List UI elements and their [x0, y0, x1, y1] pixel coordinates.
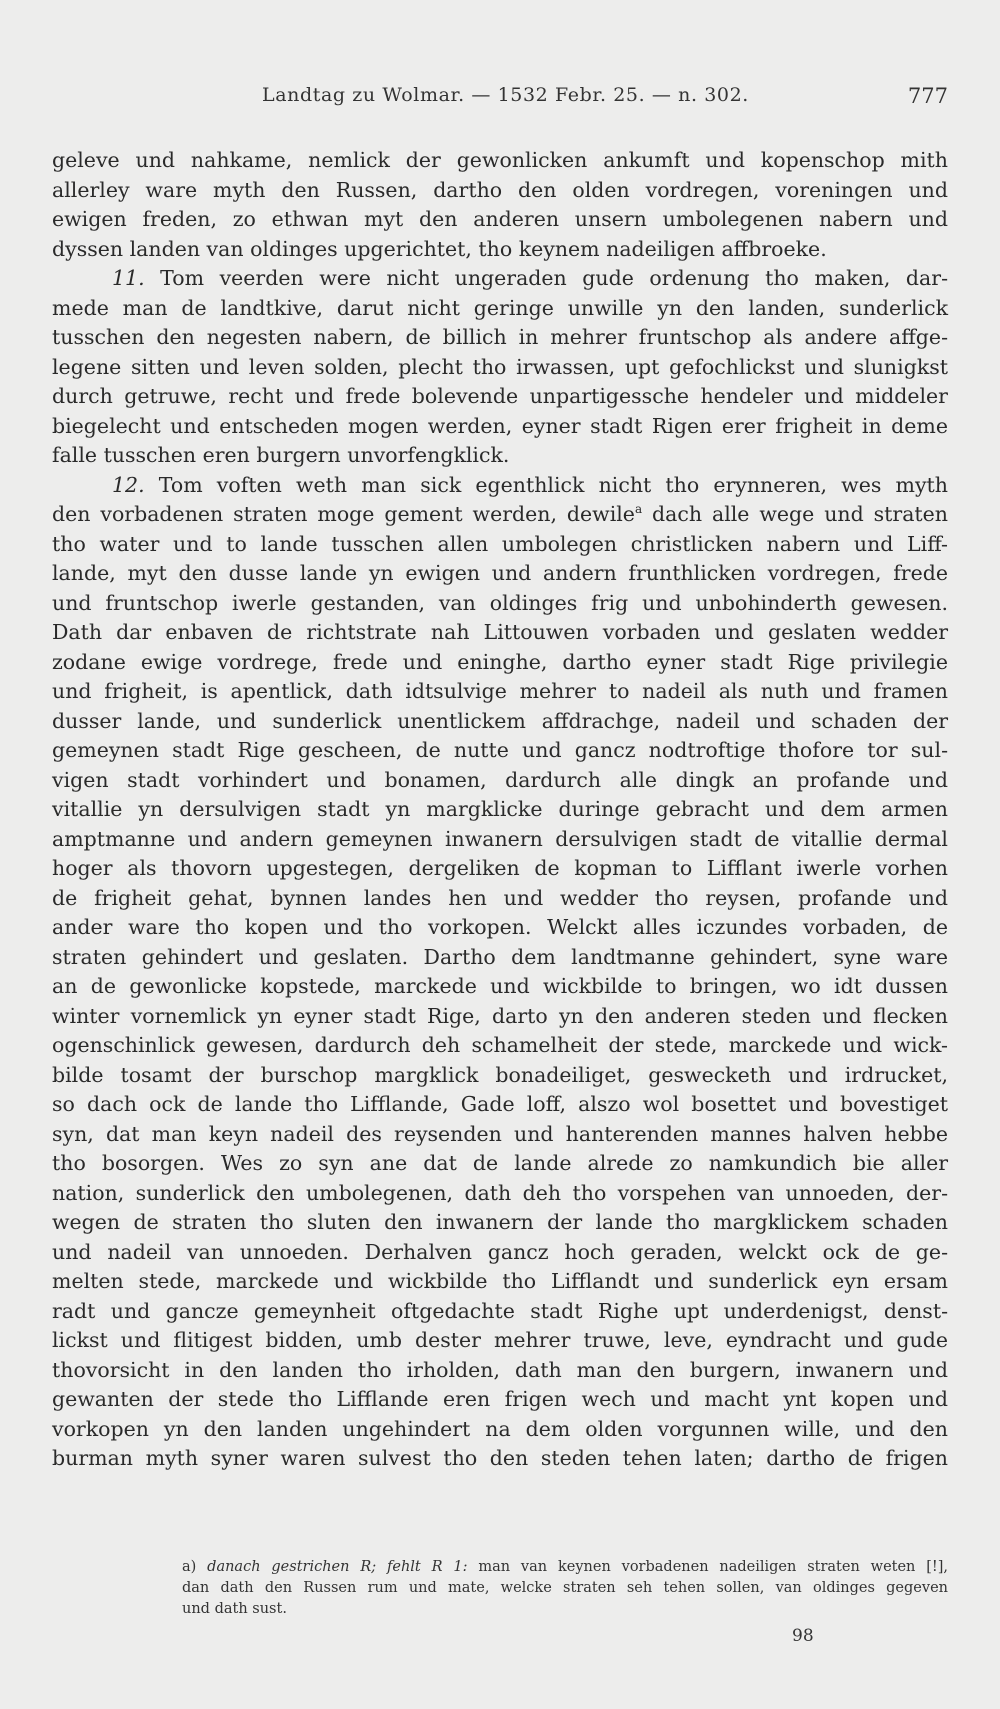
text-line: vigen stadt vorhindert und bonamen, dardurch alle dingk an profande und [52, 767, 948, 792]
text-line: vorkopen yn den landen ungehindert na dem olden vorgunnen wille, und den [52, 1416, 948, 1441]
text-line: falle tusschen eren burgern unvorfengklick. [52, 443, 510, 467]
text-line: und nadeil van unnoeden. Derhalven gancz hoch geraden, welckt ock de ge- [52, 1239, 948, 1264]
text-line: melten stede, marckede und wickbilde tho Lifflandt und sunderlick eyn ersam [52, 1269, 948, 1293]
text-fragment: Tom voften weth man sick egenthlick nicht tho erynneren, wes myth [158, 472, 948, 497]
text-line: zodane ewige vordrege, frede und eninghe, dartho eyner stadt Rige privilegie [52, 649, 948, 674]
text-line: ander ware tho kopen und tho vorkopen. Welckt alles iczundes vorbaden, de [52, 915, 948, 939]
text-line: lickst und flitigest bidden, umb dester mehrer truwe, leve, eyndracht und gude [52, 1328, 948, 1352]
paragraph-number: 12. [112, 472, 145, 497]
main-text [52, 146, 948, 1474]
text-line: gewanten der stede tho Lifflande eren frigen wech und macht ynt kopen und [52, 1387, 948, 1411]
text-line: straten gehindert und geslaten. Dartho dem landtmanne gehindert, syne ware [52, 944, 948, 969]
footnote-marker: a [634, 502, 643, 517]
text-fragment: Tom veerden were nicht ungeraden gude ordenung tho maken, dar- [160, 266, 948, 290]
text-line: mede man de landtkive, darut nicht geringe unwille yn den landen, sunderlick [52, 295, 948, 320]
text-line: bilde tosamt der burschop margklick bonadeiliget, geswecketh und irdrucket, [52, 1062, 948, 1087]
footnote-line [182, 1557, 948, 1578]
text-line: winter vornemlick yn eyner stadt Rige, darto yn den anderen steden und flecken [52, 1003, 948, 1028]
text-line: syn, dat man keyn nadeil des reysenden und hanterenden mannes halven hebbe [52, 1121, 948, 1146]
text-line: allerley ware myth den Russen, dartho den olden vordregen, voreningen und [52, 177, 948, 202]
footnote-line: und dath sust. [182, 1601, 287, 1617]
text-line: lande, myt den dusse lande yn ewigen und andern frunthlicken vordregen, frede [52, 561, 948, 585]
text-line: ewigen freden, zo ethwan myt den anderen unsern umbolegenen nabern und [52, 207, 948, 231]
footnote-label: a) [182, 1559, 197, 1575]
text-line: Dath dar enbaven de richtstrate nah Littouwen vorbaden und geslaten wedder [52, 620, 948, 644]
text-line: und fruntschop iwerle gestanden, van oldinges frig und unbohinderth gewesen. [52, 590, 948, 615]
text-line: wegen de straten tho sluten den inwanern der lande tho margklickem schaden [52, 1210, 948, 1234]
text-line: burman myth syner waren sulvest tho den steden tehen laten; dartho de frigen [52, 1446, 948, 1470]
text-line: vitallie yn dersulvigen stadt yn margklicke duringe gebracht und dem armen [52, 797, 948, 821]
text-fragment: dach alle wege und straten [652, 502, 948, 526]
text-line: geleve und nahkame, nemlick der gewonlicken ankumft und kopenschop mith [52, 148, 948, 172]
text-line: so dach ock de lande tho Lifflande, Gade loff, alszo wol bosettet und bovestiget [52, 1092, 948, 1116]
text-line: tusschen den negesten nabern, de billich in mehrer fruntschop als andere affge- [52, 325, 948, 349]
text-line: ogenschinlick gewesen, dardurch deh schamelheit der stede, marckede und wick- [52, 1033, 948, 1057]
text-line: tho bosorgen. Wes zo syn ane dat de lande alrede zo namkundich bie aller [52, 1151, 948, 1175]
running-head: Landtag zu Wolmar. — 1532 Febr. 25. — n. 302. [262, 84, 749, 106]
footnote-text: man van keynen vorbadenen nadeiligen straten weten [!], [478, 1559, 949, 1575]
paragraph-11-first-line [52, 264, 948, 294]
text-fragment: den vorbadenen straten moge gement werden, dewile [52, 502, 635, 526]
text-line: dusser lande, und sunderlick unentlickem affdrachge, nadeil und schaden der [52, 708, 948, 733]
paragraph-12-first-line [52, 471, 948, 501]
footnote-line: dan dath den Russen rum und mate, welcke straten seh tehen sollen, van oldinges gegeven [182, 1580, 948, 1596]
text-line: legene sitten und leven solden, plecht tho irwassen, upt gefochlickst und slunigkst [52, 354, 948, 379]
text-line: gemeynen stadt Rige gescheen, de nutte und gancz nodtroftige thofore tor sul- [52, 738, 948, 762]
text-line: biegelecht und entscheden mogen werden, eyner stadt Rigen erer frigheit in deme [52, 413, 948, 438]
page-number: 777 [907, 84, 948, 108]
page-header [52, 84, 948, 114]
text-line: dyssen landen van oldinges upgerichtet, tho keynem nadeiligen affbroeke. [52, 236, 827, 261]
text-line: amptmanne und andern gemeynen inwanern dersulvigen stadt de vitallie dermal [52, 826, 948, 851]
text-line: an de gewonlicke kopstede, marckede und wickbilde to bringen, wo idt dussen [52, 974, 948, 998]
text-line: hoger als thovorn upgestegen, dergeliken de kopman to Lifflant iwerle vorhen [52, 856, 948, 880]
paragraph-number: 11. [112, 266, 145, 290]
text-line: tho water und to lande tusschen allen umbolegen christlicken nabern und Liff- [52, 531, 948, 556]
text-line: nation, sunderlick den umbolegenen, dath deh tho vorspehen van unnoeden, der- [52, 1180, 948, 1205]
text-line: de frigheit gehat, bynnen landes hen und wedder tho reysen, profande und [52, 885, 948, 910]
editorial-note: danach gestrichen R; fehlt R 1: [207, 1559, 468, 1575]
text-line-with-footnote [52, 500, 948, 530]
text-line: und frigheit, is apentlick, dath idtsulvige mehrer to nadeil als nuth und framen [52, 679, 948, 703]
footnote [182, 1557, 948, 1620]
text-line: durch getruwe, recht und frede bolevende unpartigessche hendeler und middeler [52, 384, 948, 408]
signature-mark: 98 [792, 1626, 814, 1646]
text-line: thovorsicht in den landen tho irholden, dath man den burgern, inwanern und [52, 1357, 948, 1382]
text-line: radt und gancze gemeynheit oftgedachte stadt Righe upt underdenigst, denst- [52, 1298, 948, 1323]
